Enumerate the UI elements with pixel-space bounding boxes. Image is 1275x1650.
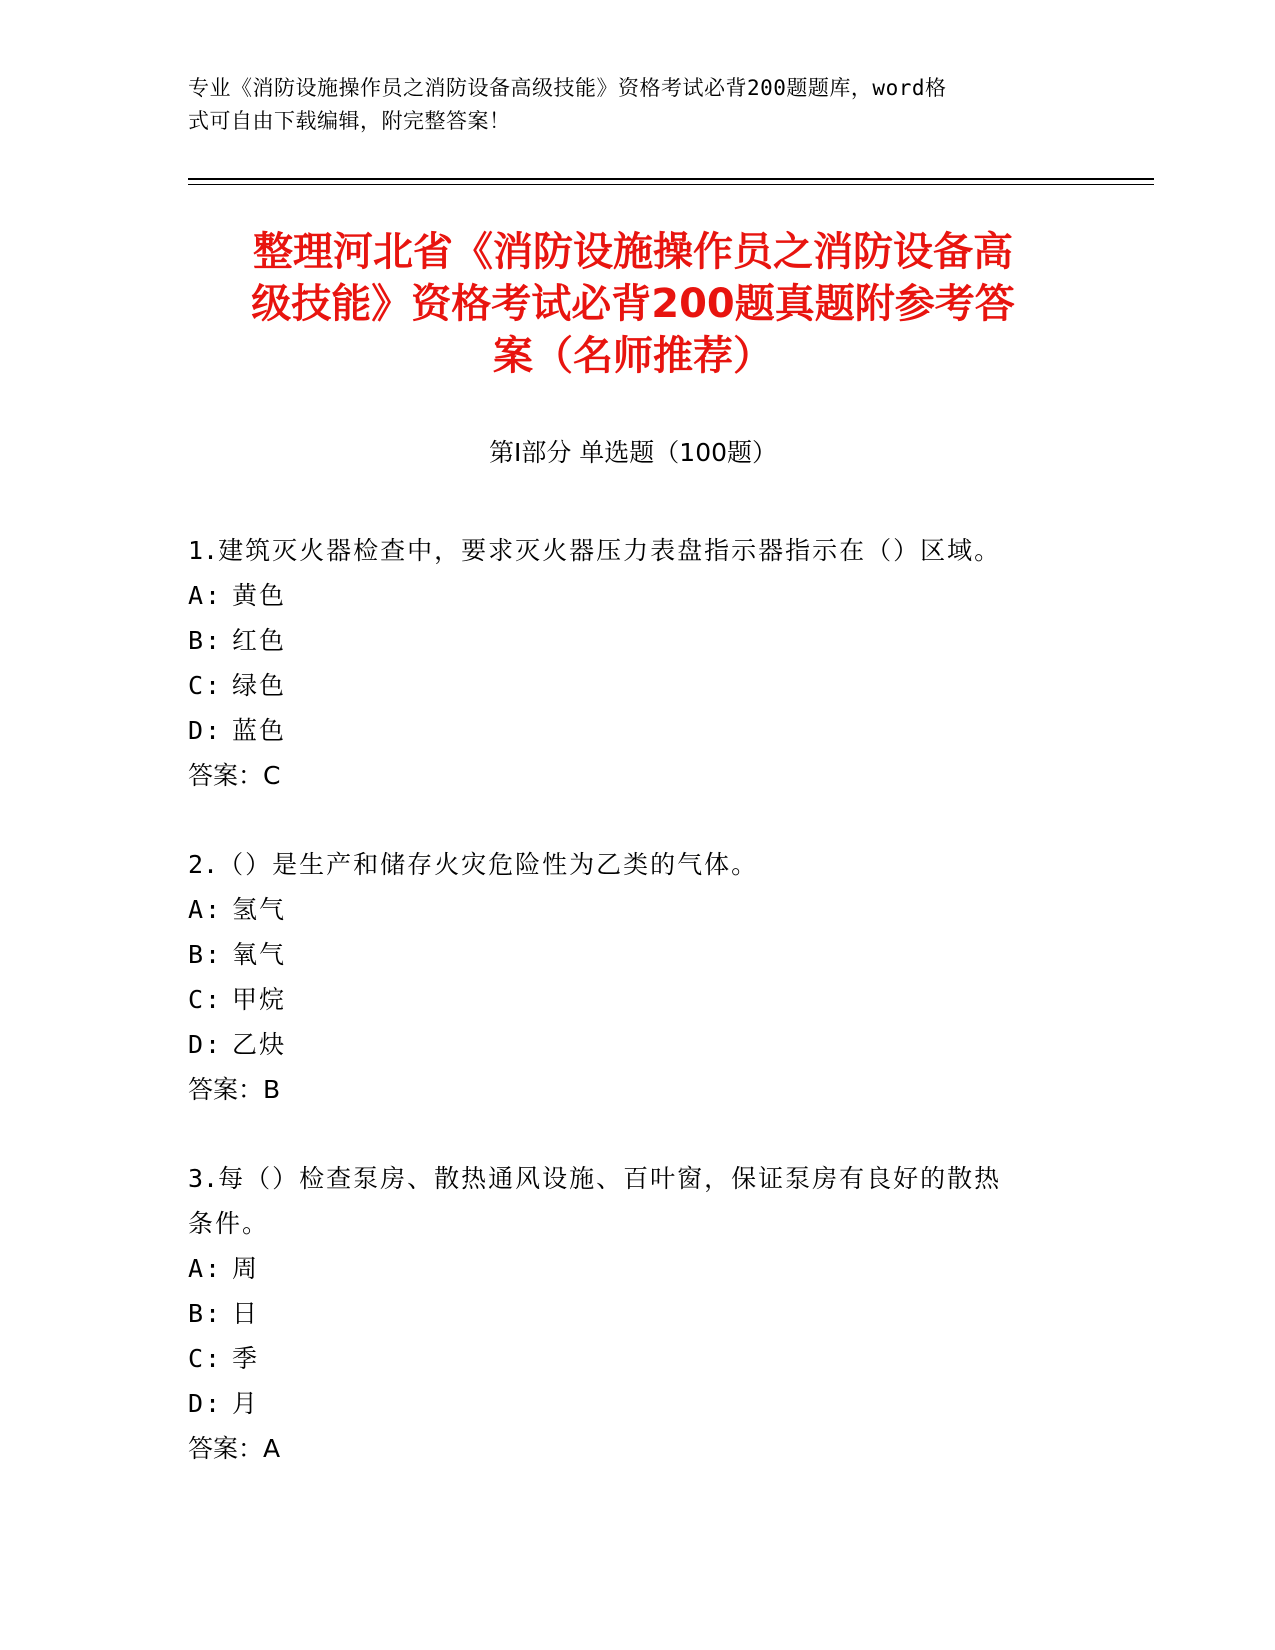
option-text: 季 [232,1344,260,1373]
option-d [188,1381,1068,1426]
option-text: 黄色 [232,581,287,610]
option-text: 日 [232,1299,260,1328]
option-b [188,932,1068,977]
option-letter: C: [188,1344,223,1373]
option-c [188,1336,1068,1381]
option-text: 乙炔 [232,1030,287,1059]
answer: 答案：A [188,1434,281,1463]
header-note-line1: 专业《消防设施操作员之消防设备高级技能》资格考试必背200题题库，word格 [188,76,947,100]
option-text: 氢气 [232,895,287,924]
question-stem [188,842,1068,887]
answer: 答案：B [188,1075,281,1104]
header-note [188,72,1068,138]
answer: 答案：C [188,761,281,790]
option-letter: D: [188,1389,223,1418]
question-text: （）是生产和储存火灾危险性为乙类的气体。 [218,850,759,879]
option-c [188,977,1068,1022]
title-line3: 案（名师推荐） [493,333,773,379]
question-text: 建筑灭火器检查中，要求灭火器压力表盘指示器指示在（）区域。 [218,536,1002,565]
option-text: 红色 [232,626,287,655]
option-letter: D: [188,716,223,745]
option-b [188,618,1068,663]
title-line1: 整理河北省《消防设施操作员之消防设备高 [253,229,1013,275]
section-heading: 第Ⅰ部分 单选题（100题） [488,438,778,467]
option-letter: B: [188,1299,223,1328]
question-list [188,528,1068,1515]
question-number: 3. [188,1164,219,1193]
question-stem [188,1156,1068,1201]
option-text: 月 [232,1389,260,1418]
option-letter: C: [188,671,223,700]
header-note-line2: 式可自由下载编辑，附完整答案！ [188,109,511,133]
option-text: 甲烷 [232,985,287,1014]
option-letter: B: [188,626,223,655]
option-text: 绿色 [232,671,287,700]
option-d [188,1022,1068,1067]
option-letter: C: [188,985,223,1014]
question-text: 每（）检查泵房、散热通风设施、百叶窗，保证泵房有良好的散热 [218,1164,1002,1193]
option-a [188,573,1068,618]
option-c [188,663,1068,708]
question-number: 1. [188,536,219,565]
option-text: 蓝色 [232,716,287,745]
option-letter: D: [188,1030,223,1059]
option-a [188,887,1068,932]
option-letter: A: [188,581,223,610]
question-text-continued: 条件。 [188,1209,270,1238]
question-2 [188,842,1068,1112]
option-text: 周 [232,1254,260,1283]
option-letter: B: [188,940,223,969]
option-letter: A: [188,895,223,924]
header-divider-thin [188,184,1154,185]
header-divider-thick [188,178,1154,180]
option-b [188,1291,1068,1336]
question-number: 2. [188,850,219,879]
question-3 [188,1156,1068,1471]
question-1 [188,528,1068,798]
option-a [188,1246,1068,1291]
question-stem [188,528,1068,573]
option-letter: A: [188,1254,223,1283]
option-d [188,708,1068,753]
document-title [188,226,1078,382]
title-line2: 级技能》资格考试必背200题真题附参考答 [251,281,1015,327]
option-text: 氧气 [232,940,287,969]
